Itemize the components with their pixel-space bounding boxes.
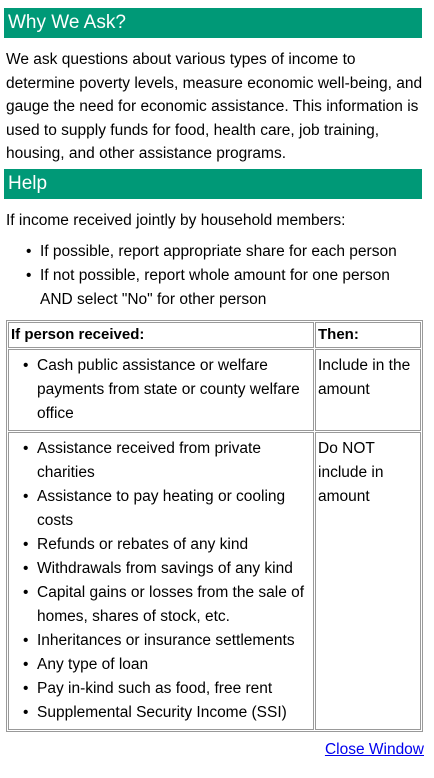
help-intro: If income received jointly by household members: xyxy=(6,212,346,229)
close-window-link[interactable]: Close Window xyxy=(324,741,424,758)
why-we-ask-title: Why We Ask? xyxy=(8,12,126,33)
help-bullet-list xyxy=(26,240,406,312)
list-item: • Pay in-kind such as food, free rent xyxy=(23,677,313,701)
then-text: Do NOT include in amount xyxy=(318,440,384,505)
then-cell xyxy=(315,349,421,431)
income-table xyxy=(6,320,423,732)
list-item: • Assistance received from private charities xyxy=(23,437,313,485)
table-header-row xyxy=(8,322,421,348)
list-item: • Supplemental Security Income (SSI) xyxy=(23,701,313,725)
table-row xyxy=(8,432,421,730)
help-title: Help xyxy=(8,173,48,194)
received-list xyxy=(9,350,313,426)
then-cell xyxy=(315,432,421,730)
table-header-then: Then: xyxy=(315,322,421,348)
help-header xyxy=(4,169,422,199)
table-header-received: If person received: xyxy=(8,322,314,348)
help-bullet: • If not possible, report whole amount for one person AND select "No" for other person xyxy=(26,264,406,312)
list-item: • Inheritances or insurance settlements xyxy=(23,629,313,653)
list-item: • Withdrawals from savings of any kind xyxy=(23,557,313,581)
list-item: • Capital gains or losses from the sale of homes, shares of stock, etc. xyxy=(23,581,313,629)
why-we-ask-text: We ask questions about various types of income to determine poverty levels, measure economic well-being, and gauge the need for economic assistance. This information is used to supply funds for food, health care, job training, housing, and other assistance programs. xyxy=(6,51,423,162)
received-cell xyxy=(8,349,314,431)
help-bullet: • If possible, report appropriate share for each person xyxy=(26,240,406,264)
received-list xyxy=(9,433,313,725)
list-item: • Any type of loan xyxy=(23,653,313,677)
list-item: • Refunds or rebates of any kind xyxy=(23,533,313,557)
why-we-ask-header xyxy=(4,8,422,38)
list-item: • Cash public assistance or welfare payments from state or county welfare office xyxy=(23,354,313,426)
list-item: • Assistance to pay heating or cooling costs xyxy=(23,485,313,533)
table-row xyxy=(8,349,421,431)
received-cell xyxy=(8,432,314,730)
then-text: Include in the amount xyxy=(318,357,411,398)
